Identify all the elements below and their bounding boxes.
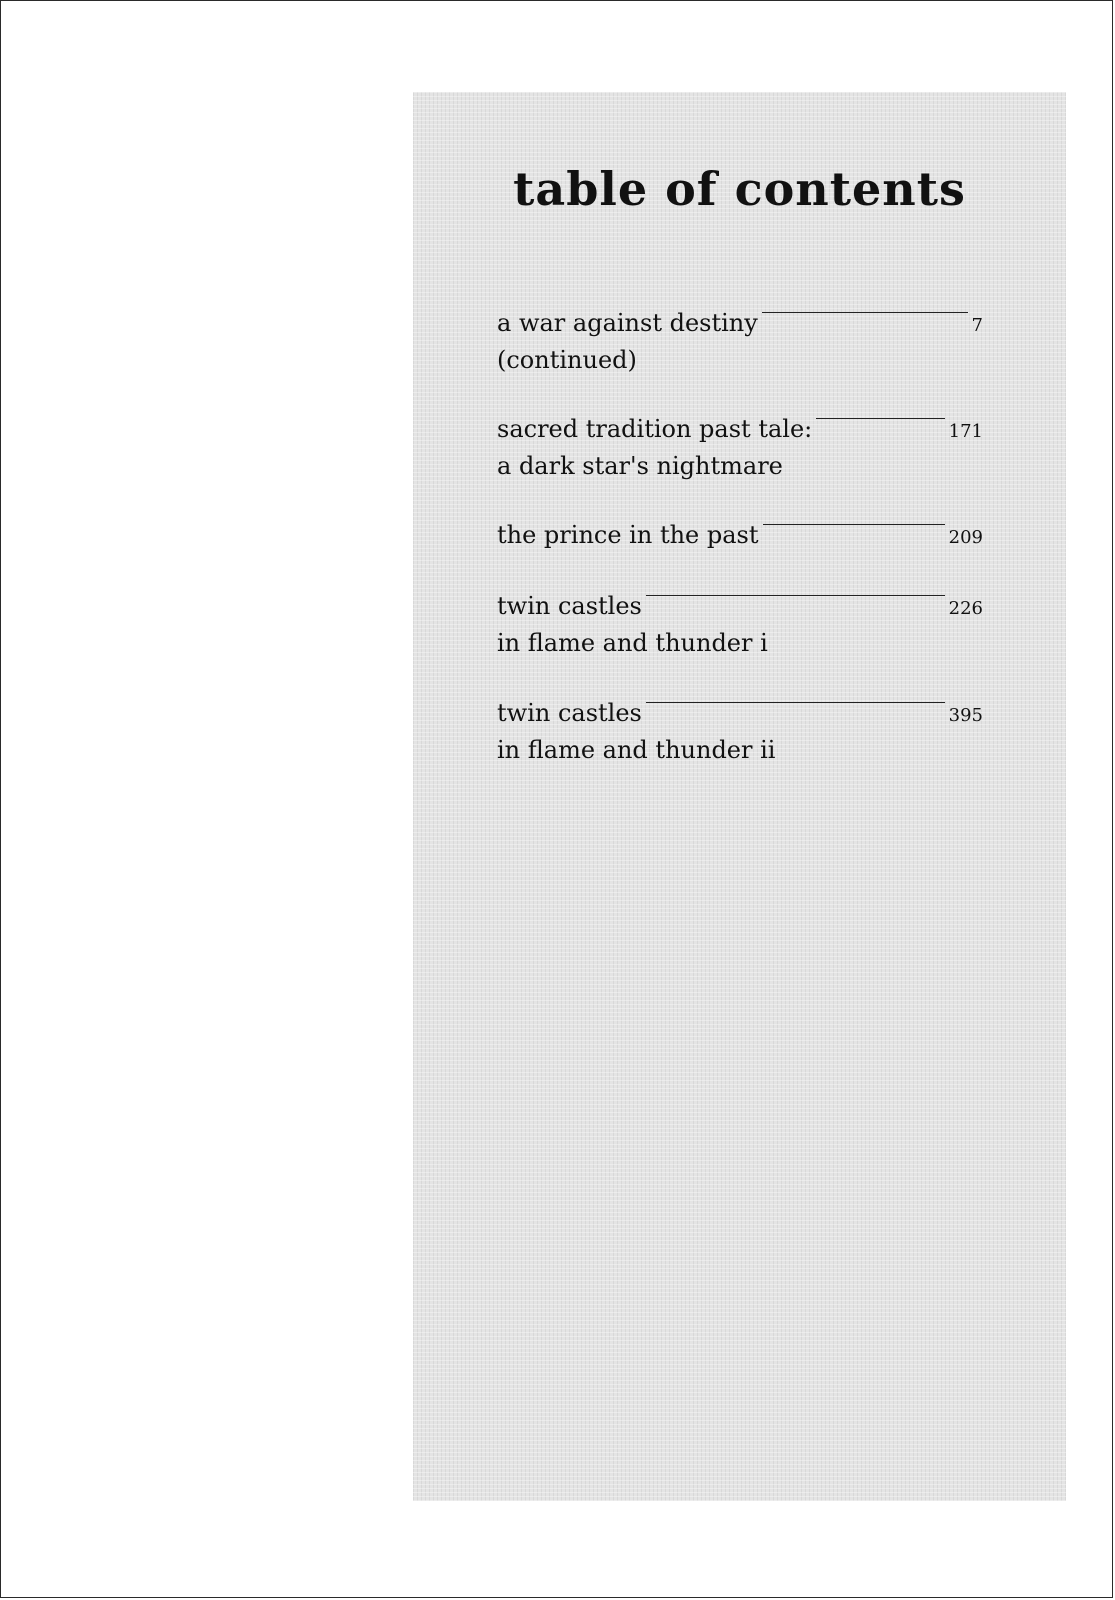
- toc-entry[interactable]: [497, 306, 983, 377]
- toc-entry-title: a war against destiny: [497, 309, 758, 337]
- toc-entry-page: 395: [948, 705, 983, 726]
- toc-entry-subtitle: a dark star's nightmare: [497, 452, 783, 480]
- toc-entry[interactable]: [497, 696, 983, 767]
- leader-line: [762, 312, 968, 313]
- leader-line: [646, 702, 945, 703]
- toc-entry-subtitle: in flame and thunder ii: [497, 736, 776, 764]
- toc-entry-subtitle: in flame and thunder i: [497, 629, 768, 657]
- toc-entry[interactable]: [497, 412, 983, 483]
- leader-line: [763, 524, 945, 525]
- toc-entry-title: twin castles: [497, 592, 642, 620]
- toc-entry-page: 209: [948, 527, 983, 548]
- toc-entry-subtitle: (continued): [497, 346, 637, 374]
- leader-line: [646, 595, 945, 596]
- toc-entry-title: the prince in the past: [497, 521, 759, 549]
- toc-entry-page: 7: [971, 315, 983, 336]
- content-panel: [413, 92, 1066, 1501]
- leader-line: [816, 418, 944, 419]
- toc-entry[interactable]: [497, 589, 983, 660]
- toc-entry-title: sacred tradition past tale:: [497, 415, 813, 443]
- toc-entry[interactable]: [497, 518, 983, 555]
- toc-entry-page: 171: [948, 421, 983, 442]
- toc-entry-title: twin castles: [497, 699, 642, 727]
- toc-entry-page: 226: [948, 598, 983, 619]
- page-title: table of contents: [513, 162, 966, 216]
